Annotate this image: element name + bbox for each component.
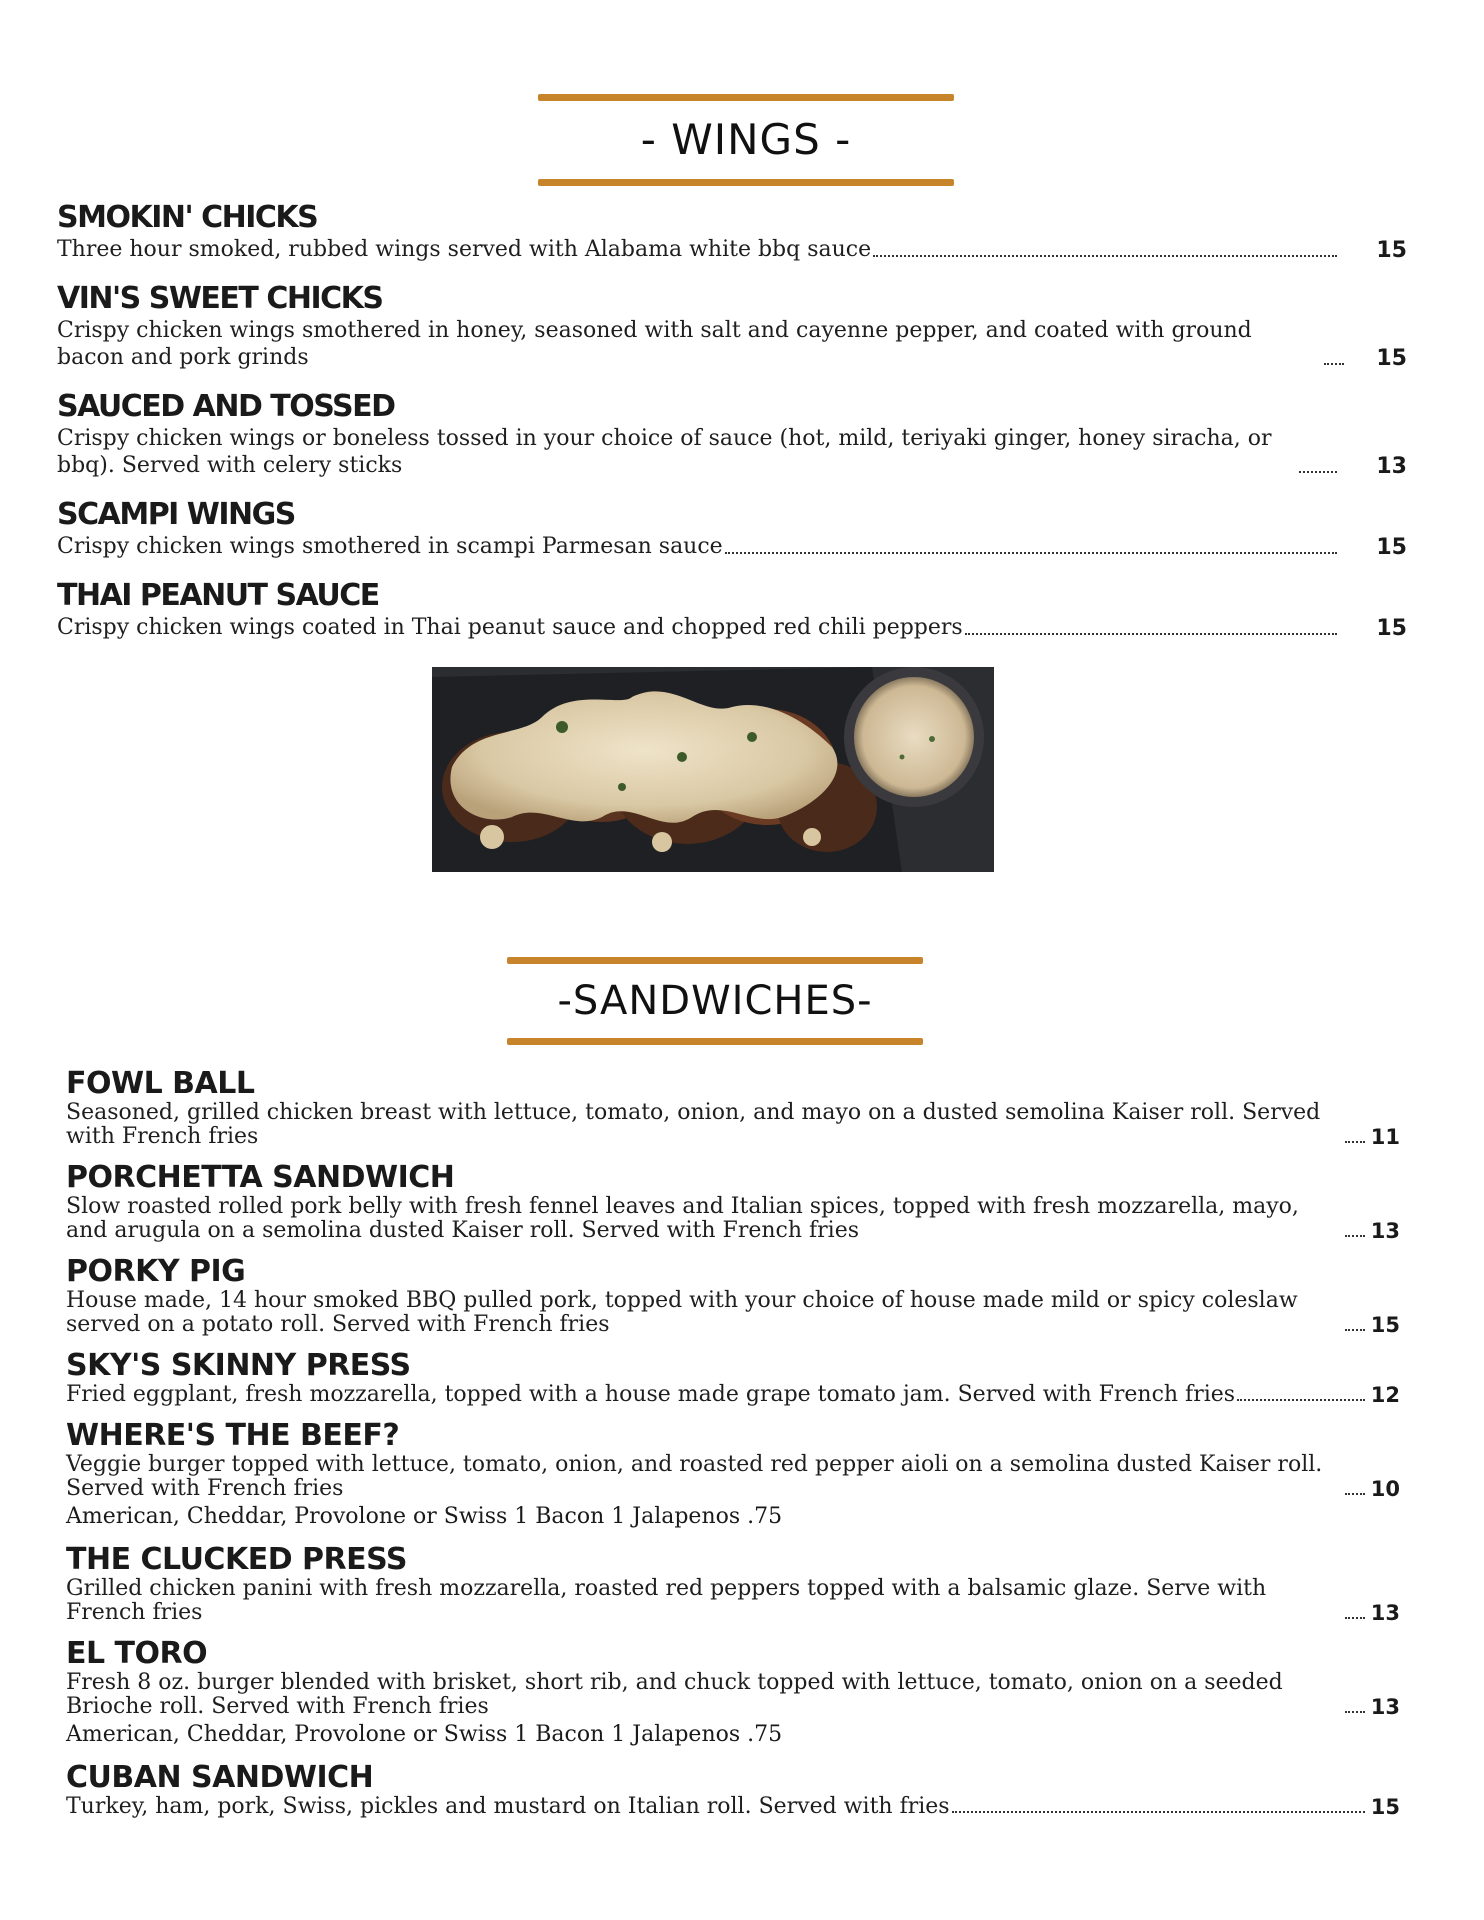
dot-leader <box>725 552 1337 554</box>
dot-leader <box>1345 1493 1365 1495</box>
dot-leader <box>873 255 1337 257</box>
menu-item <box>66 1161 1400 1243</box>
wings-photo <box>432 667 994 872</box>
menu-item-price: 13 <box>1376 454 1407 479</box>
menu-item-price: 13 <box>1370 1219 1400 1243</box>
menu-item <box>66 1761 1400 1819</box>
menu-item-description: Seasoned, grilled chicken breast with lettuce, tomato, onion, and mayo on a dusted semolina Kaiser roll. Served with French fries <box>66 1100 1321 1149</box>
section-top-rule <box>507 957 923 964</box>
menu-item-desc-row <box>57 425 1407 479</box>
menu-item-desc-row <box>66 1453 1400 1501</box>
menu-item-desc-row <box>66 1101 1400 1149</box>
wings-menu-list <box>57 200 1407 659</box>
menu-item-name: WHERE'S THE BEEF? <box>66 1418 400 1453</box>
menu-item-price: 15 <box>1370 1795 1400 1819</box>
menu-item-description: Fresh 8 oz. burger blended with brisket, short rib, and chuck topped with lettuce, tomato, onion on a seeded Brioche roll. Served with French fries <box>66 1670 1283 1719</box>
menu-item <box>66 1543 1400 1625</box>
menu-item-name: SAUCED AND TOSSED <box>57 389 395 424</box>
menu-item-desc-row <box>66 1671 1400 1719</box>
menu-item-price: 15 <box>1370 1313 1400 1337</box>
menu-item-desc-row <box>66 1577 1400 1625</box>
menu-item-description: Turkey, ham, pork, Swiss, pickles and mustard on Italian roll. Served with fries <box>66 1794 950 1819</box>
menu-item-addons: American, Cheddar, Provolone or Swiss 1 Bacon 1 Jalapenos .75 <box>66 1504 783 1529</box>
menu-item-price: 15 <box>1376 535 1407 560</box>
dot-leader <box>1324 363 1344 365</box>
menu-item-name: FOWL BALL <box>66 1066 255 1101</box>
menu-item-description: Fried eggplant, fresh mozzarella, topped with a house made grape tomato jam. Served with French fries <box>66 1382 1236 1407</box>
menu-item-price: 13 <box>1370 1695 1400 1719</box>
section-bottom-rule <box>538 179 954 186</box>
menu-item-name: CUBAN SANDWICH <box>66 1760 374 1795</box>
wings-section-title: - WINGS - <box>640 115 852 164</box>
dot-leader <box>1345 1141 1365 1143</box>
menu-item-description: House made, 14 hour smoked BBQ pulled pork, topped with your choice of house made mild or spicy coleslaw served on a potato roll. Served with French fries <box>66 1288 1298 1337</box>
dot-leader <box>1237 1399 1365 1401</box>
menu-item <box>57 200 1407 263</box>
menu-item-price: 15 <box>1376 346 1407 371</box>
menu-item-desc-row <box>57 236 1407 263</box>
menu-item-price: 15 <box>1376 238 1407 263</box>
dot-leader <box>1345 1711 1365 1713</box>
menu-item-desc-row <box>57 614 1407 641</box>
menu-item-description: Crispy chicken wings smothered in honey, seasoned with salt and cayenne pepper, and coated with ground bacon and pork grinds <box>57 318 1252 370</box>
menu-item-desc-row <box>66 1383 1400 1407</box>
sandwiches-menu-list <box>66 1067 1400 1831</box>
menu-item-desc-row <box>57 533 1407 560</box>
menu-item-desc-row <box>66 1195 1400 1243</box>
menu-item-name: EL TORO <box>66 1636 208 1671</box>
menu-item-desc-row <box>66 1289 1400 1337</box>
wings-photo-illustration <box>432 667 994 872</box>
sandwiches-section-header <box>507 957 923 1045</box>
menu-item <box>57 497 1407 560</box>
menu-item-price: 12 <box>1370 1383 1400 1407</box>
menu-item <box>57 389 1407 479</box>
section-top-rule <box>538 94 954 101</box>
dot-leader <box>1345 1235 1365 1237</box>
menu-item-description: Slow roasted rolled pork belly with fresh fennel leaves and Italian spices, topped with fresh mozzarella, mayo, and arugula on a semolina dusted Kaiser roll. Served with French fries <box>66 1194 1299 1243</box>
menu-item-price: 13 <box>1370 1601 1400 1625</box>
menu-item <box>66 1255 1400 1337</box>
menu-item <box>66 1067 1400 1149</box>
menu-item-name: SKY'S SKINNY PRESS <box>66 1348 411 1383</box>
menu-item-description: Three hour smoked, rubbed wings served with Alabama white bbq sauce <box>57 237 872 262</box>
dot-leader <box>952 1811 1365 1813</box>
menu-item-name: VIN'S SWEET CHICKS <box>57 281 383 316</box>
menu-item-name: SMOKIN' CHICKS <box>57 200 318 235</box>
menu-item-name: PORKY PIG <box>66 1254 246 1289</box>
menu-item-desc-row <box>57 317 1407 371</box>
dot-leader <box>1299 471 1337 473</box>
menu-item <box>66 1637 1400 1749</box>
menu-item-name: THE CLUCKED PRESS <box>66 1542 407 1577</box>
menu-item <box>66 1349 1400 1407</box>
menu-item-price: 11 <box>1370 1125 1400 1149</box>
sandwiches-section-title: -SANDWICHES- <box>557 978 873 1024</box>
menu-item <box>57 578 1407 641</box>
menu-item <box>66 1419 1400 1531</box>
menu-item <box>57 281 1407 371</box>
menu-item-description: Crispy chicken wings coated in Thai peanut sauce and chopped red chili peppers <box>57 615 963 640</box>
menu-item-name: SCAMPI WINGS <box>57 497 295 532</box>
dot-leader <box>1345 1617 1365 1619</box>
dot-leader <box>1345 1329 1365 1331</box>
menu-item-desc-row <box>66 1795 1400 1819</box>
menu-item-description: Veggie burger topped with lettuce, tomato, onion, and roasted red pepper aioli on a semolina dusted Kaiser roll. Served with French fries <box>66 1452 1323 1501</box>
menu-item-addons: American, Cheddar, Provolone or Swiss 1 Bacon 1 Jalapenos .75 <box>66 1722 783 1747</box>
wings-section-header <box>538 94 954 186</box>
menu-item-name: THAI PEANUT SAUCE <box>57 578 379 613</box>
menu-item-price: 15 <box>1376 616 1407 641</box>
menu-item-description: Grilled chicken panini with fresh mozzarella, roasted red peppers topped with a balsamic glaze. Serve with French fries <box>66 1576 1267 1625</box>
menu-item-description: Crispy chicken wings or boneless tossed in your choice of sauce (hot, mild, teriyaki ginger, honey siracha, or bbq). Served with celery sticks <box>57 426 1272 478</box>
dot-leader <box>965 633 1337 635</box>
menu-item-price: 10 <box>1370 1477 1400 1501</box>
menu-item-description: Crispy chicken wings smothered in scampi Parmesan sauce <box>57 534 723 559</box>
section-bottom-rule <box>507 1038 923 1045</box>
menu-item-name: PORCHETTA SANDWICH <box>66 1160 455 1195</box>
